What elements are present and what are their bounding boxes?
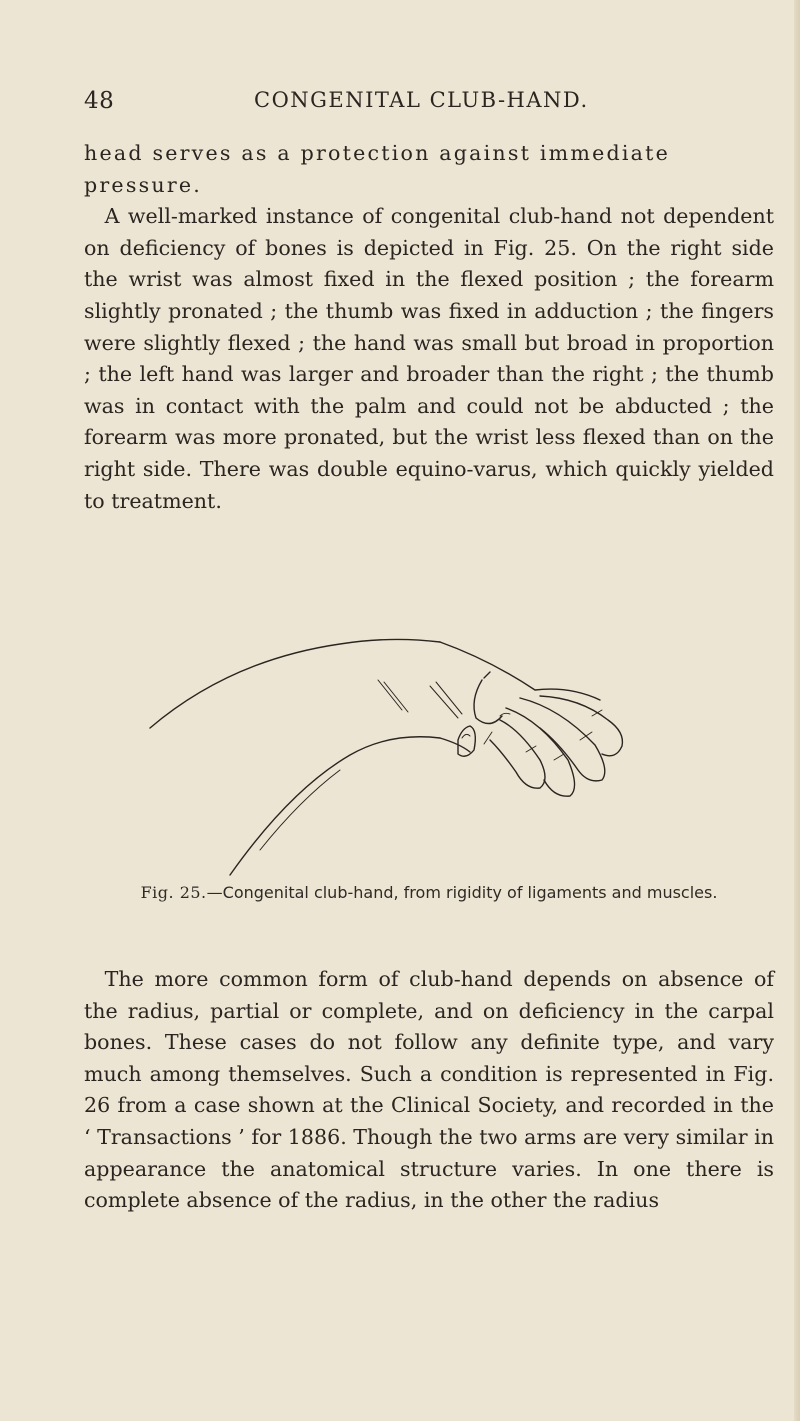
paragraph-continued: head serves as a protection against immediate pressure.: [84, 141, 671, 197]
finger-4: [540, 696, 622, 756]
figure-club-hand-illustration: [140, 620, 700, 880]
finger-3: [520, 698, 605, 781]
paragraph-fig25-description: A well-marked instance of congenital club-hand not dependent on deficiency of bones is depicted in Fig. 25. On the right side the wrist was almost fixed in the flexed position ; the forearm slightly pronated ; the thumb was fixed in adduction ; the fingers were slightly flexed ; the hand was small but broad in proportion ; the left hand was larger and broader than the right ; the thumb was in contact with the palm and could not be abducted ; the forearm was more pronated, but the wrist less flexed than on the right side. There was double equino-varus, which quickly yielded to treatment.: [84, 204, 774, 513]
text-block-bottom: [84, 964, 774, 1217]
forearm-upper-edge: [150, 639, 440, 728]
page-number: 48: [84, 88, 115, 114]
page-edge: [794, 0, 800, 1421]
thumb-tip: [458, 726, 475, 756]
forearm-lower-edge: [230, 737, 440, 875]
wrist-upper-edge: [440, 642, 600, 700]
running-head: [84, 88, 774, 120]
text-block-top: [84, 138, 774, 517]
paragraph-radius-absence: The more common form of club-hand depends on absence of the radius, partial or complete, and on deficiency in the carpal bones. These cases do not follow any definite type, and vary much among themselves. Such a condition is represented in Fig. 26 from a case shown at the Clinical Society, and recorded in the ‘ Transactions ’ for 1886. Though the two arms are very similar in appearance the anatomical structure varies. In one there is complete absence of the radius, in the other the radius: [84, 967, 774, 1213]
thumb: [474, 680, 502, 724]
header-title: CONGENITAL CLUB-HAND.: [254, 88, 589, 112]
figure-caption-text: —Congenital club-hand, from rigidity of ligaments and muscles.: [206, 883, 718, 902]
club-hand-drawing: [140, 620, 700, 880]
figure-caption: [84, 882, 774, 904]
figure-label: Fig. 25.: [140, 883, 207, 902]
finger-1: [490, 720, 545, 788]
